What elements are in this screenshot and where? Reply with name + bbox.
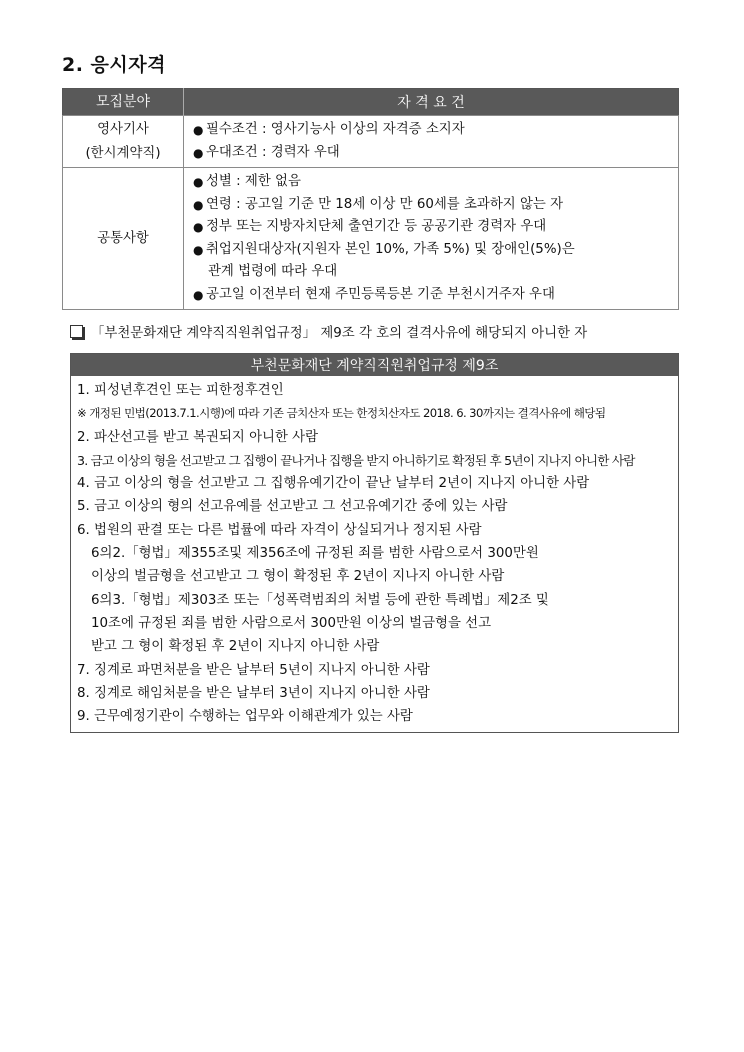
article-item: 7. 징계로 파면처분을 받은 날부터 5년이 지나지 아니한 사람 bbox=[77, 662, 430, 678]
article-subitem: 6의3.「형법」제303조 또는「성폭력범죄의 처벌 등에 관한 특례법」제2조 및 bbox=[91, 592, 549, 608]
article-subitem-cont: 10조에 규정된 죄를 범한 사람으로서 300만원 이상의 벌금형을 선고 bbox=[91, 615, 492, 631]
category-common bbox=[63, 168, 184, 310]
category-line: (한시계약직) bbox=[85, 145, 161, 161]
category-projectionist bbox=[63, 116, 184, 168]
article-item: 9. 근무예정기관이 수행하는 업무와 이해관계가 있는 사람 bbox=[77, 709, 413, 725]
disqualification-note-text: 「부천문화재단 계약직직원취업규정」 제9조 각 호의 결격사유에 해당되지 아니한 자 bbox=[91, 326, 588, 341]
article-header-row bbox=[71, 354, 679, 377]
list-item: ● 연령 : 공고일 기준 만 18세 이상 만 60세를 초과하지 않는 자 bbox=[192, 194, 672, 217]
bullet-icon: ● bbox=[193, 220, 204, 234]
article-item: 3. 금고 이상의 형을 선고받고 그 집행이 끝나거나 집행을 받지 아니하기로 확정된 후 5년이 지나지 아니한 사람 bbox=[77, 452, 635, 468]
requirement-row-common bbox=[63, 168, 679, 310]
article-body bbox=[71, 376, 679, 733]
article-item: 5. 금고 이상의 형의 선고유예를 선고받고 그 선고유예기간 중에 있는 사람 bbox=[77, 499, 508, 515]
list-item: ● 우대조건 : 경력자 우대 bbox=[192, 142, 672, 165]
category-line: 영사기사 bbox=[97, 121, 149, 137]
article-item: 8. 징계로 해임처분을 받은 날부터 3년이 지나지 아니한 사람 bbox=[77, 685, 430, 701]
list-item: ● 취업지원대상자(지원자 본인 10%, 가족 5%) 및 장애인(5%)은 관계 법령에 따라 우대 bbox=[192, 239, 672, 284]
requirement-row-projectionist bbox=[63, 116, 679, 168]
article-list bbox=[77, 379, 672, 728]
bullet-icon: ● bbox=[193, 145, 204, 160]
bullet-icon: ● bbox=[193, 175, 204, 189]
requirements-header-row bbox=[63, 89, 679, 116]
requirements-common bbox=[184, 168, 679, 310]
list-item: ● 성별 : 제한 없음 bbox=[192, 171, 672, 194]
section-title: 2. 응시자격 bbox=[62, 54, 166, 76]
article-item: 6. 법원의 판결 또는 다른 법률에 따라 자격이 상실되거나 정지된 사람 bbox=[77, 522, 482, 538]
category-line: 공통사항 bbox=[97, 230, 149, 246]
requirements-table bbox=[62, 88, 679, 310]
bullet-icon: ● bbox=[193, 287, 204, 302]
article-subitem: 6의2.「형법」제355조및 제356조에 규정된 죄를 범한 사람으로서 300만원 bbox=[91, 546, 539, 562]
requirements-projectionist bbox=[184, 116, 679, 168]
bullet-list bbox=[192, 119, 672, 164]
list-item: ● 필수조건 : 영사기능사 이상의 자격증 소지자 bbox=[192, 119, 672, 142]
bullet-icon: ● bbox=[193, 197, 204, 212]
checkbox-icon bbox=[70, 325, 83, 338]
header-category: 모집분야 bbox=[63, 89, 184, 116]
bullet-list bbox=[192, 171, 672, 306]
article-item: 2. 파산선고를 받고 복권되지 아니한 사람 bbox=[77, 429, 319, 445]
list-item: ● 공고일 이전부터 현재 주민등록등본 기준 부천시거주자 우대 bbox=[192, 284, 672, 307]
article-table bbox=[70, 353, 679, 733]
bullet-icon: ● bbox=[193, 123, 204, 137]
article-header: 부천문화재단 계약직직원취업규정 제9조 bbox=[71, 354, 679, 377]
article-subitem-cont: 받고 그 형이 확정된 후 2년이 지나지 아니한 사람 bbox=[91, 639, 380, 655]
article-subitem-cont: 이상의 벌금형을 선고받고 그 형이 확정된 후 2년이 지나지 아니한 사람 bbox=[91, 569, 505, 585]
article-body-row bbox=[71, 376, 679, 733]
list-item: ● 정부 또는 지방자치단체 출연기간 등 공공기관 경력자 우대 bbox=[192, 216, 672, 239]
article-item: 4. 금고 이상의 형을 선고받고 그 집행유예기간이 끝난 날부터 2년이 지나지 아니한 사람 bbox=[77, 476, 590, 492]
header-requirements: 자 격 요 건 bbox=[184, 89, 679, 116]
bullet-icon: ● bbox=[193, 242, 204, 257]
article-note: ※ 개정된 민법(2013.7.1.시행)에 따라 기존 금치산자 또는 한정치산자도 2018. 6. 30까지는 결격사유에 해당됨 bbox=[77, 406, 606, 421]
article-item: 1. 피성년후견인 또는 피한정후견인 bbox=[77, 383, 284, 398]
disqualification-note bbox=[70, 322, 587, 341]
